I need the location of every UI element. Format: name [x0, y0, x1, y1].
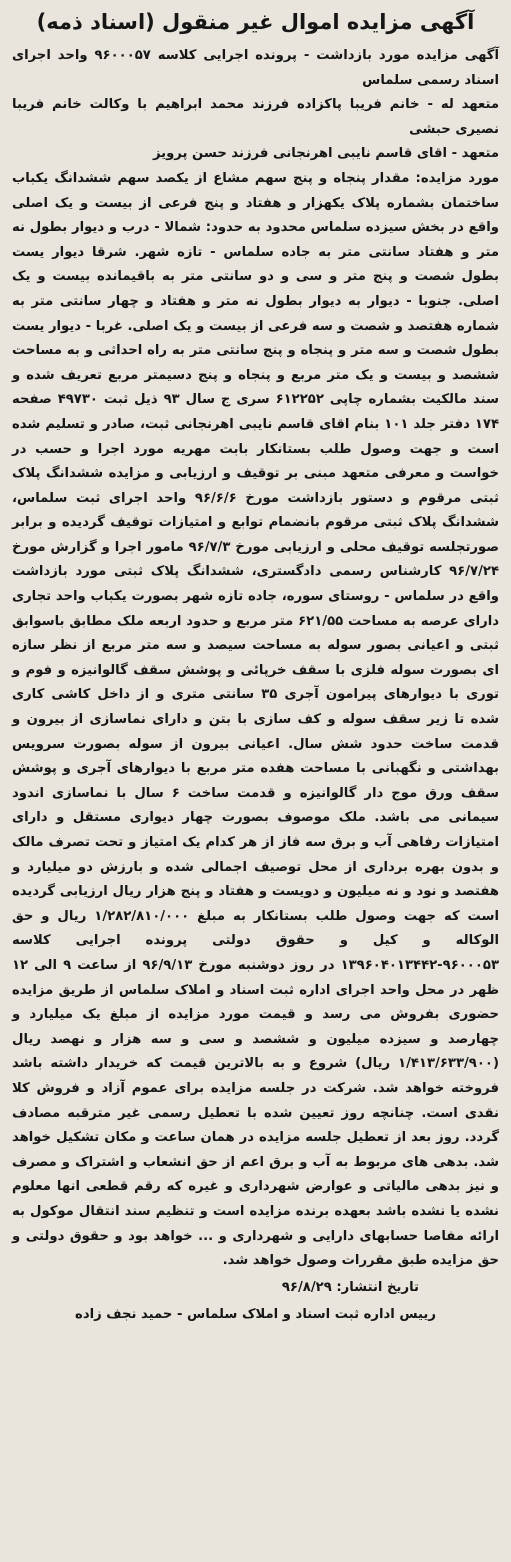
notice-title: آگهی مزایده اموال غیر منقول (اسناد ذمه)	[36, 10, 475, 34]
notice-body: مورد مزایده: مقدار پنجاه و پنج سهم مشاع از یکصد سهم ششدانگ یکباب ساختمان بشماره پلاک یکهزار و هفتاد و پنج فرعی از بیست و یک اصلی واقع در بخش سیزده سلماس محدود به حدود: شمالا - درب و دیوار بطول نه متر و هفتاد سانتی متر به جاده سلماس - تازه شهر. شرقا دیوار یست بطول شصت و پنج متر و سی و دو سانتی متر به باقیمانده بیست و یک اصلی. جنوبا - دیوار به دیوار بطول نه متر و هفتاد و چهار سانتی متر به شماره هفتصد و شصت و سه فرعی از بیست و یک اصلی. غربا - دیوار یست بطول شصت و سه متر و پنجاه و پنج سانتی متر به راه احداثی و به مساحت ششصد و بیست و یک متر مربع و پنجاه و پنج دسیمتر مربع تعریف شده و سند مالکیت بشماره چاپی ۶۱۲۲۵۲ سری ج سال ۹۳ ذیل ثبت ۴۹۷۳۰ صفحه ۱۷۴ دفتر جلد ۱۰۱ بنام اقای قاسم نایبی اهرنجانی ثبت، صادر و تسلیم شده است و جهت وصول طلب بستانکار بابت مهریه مورد اجرا و حسب در خواست و معرفی متعهد مبنی بر توقیف و ارزیابی و مزایده ششدانگ پلاک ثبتی مرقوم و دستور بازداشت مورخ ۹۶/۶/۶ واحد اجرای ثبت سلماس، ششدانگ پلاک ثبتی مرقوم بانضمام توابع و امتیازات توقیف گردیده و برابر صورتجلسه توقیف محلی و ارزیابی مورخ ۹۶/۷/۳ مامور اجرا و گزارش مورخ ۹۶/۷/۲۴ کارشناس رسمی دادگستری، ششدانگ پلاک ثبتی مورد بازداشت واقع در سلماس - روستای سوره، جاده تازه شهر بصورت یکباب واحد تجاری دارای عرصه به مساحت ۶۲۱/۵۵ متر مربع و حدود اربعه ملک مطابق باسوابق ثبتی و اعیانی بصور سوله به مساحت سیصد و سه متر مربع از نظر سازه ای بصورت سوله فلزی با سقف خرپائی و پوشش سقف گالوانیزه و فوم و توری با دیوارهای پیرامون آجری ۳۵ سانتی متری و از داخل کاشی کاری شده تا زیر سقف سوله و کف سازی با بتن و دارای نماسازی از بیرون و قدمت ساخت حدود شش سال. اعیانی بیرون از سوله بصورت سرویس بهداشتی و نگهبانی با مساحت هفده متر مربع با دیوارهای آجری و پوشش سقف ورق موج دار گالوانیزه و قدمت ساخت ۶ سال با نماسازی اندود سیمانی می باشد. ملک موصوف بصورت چهار دیواری مستقل و دارای امتیازات رفاهی آب و برق سه فاز از هر کدام یک امتیاز و تحت تصرف مالک و بدون بهره برداری از محل توصیف اجمالی شده و بارزش دو میلیارد و هفتصد و نود و نه میلیون و دویست و هفتاد و پنج هزار ریال ارزیابی گردیده است که جهت وصول طلب بستانکار به مبلغ ۱/۲۸۲/۸۱۰/۰۰۰ ریال و حق الوکاله و کیل و حقوق دولتی پرونده اجرایی کلاسه ۹۶۰۰۰۵۳-۱۳۹۶۰۴۰۱۳۴۴۲ در روز دوشنبه مورخ ۹۶/۹/۱۳ از ساعت ۹ الی ۱۲ ظهر در محل واحد اجرای اداره ثبت اسناد و املاک سلماس از طریق مزایده حضوری بفروش می رسد و قیمت مورد مزایده از مبلغ یک میلیارد و چهارصد و سیزده میلیون و ششصد و سی و سه هزار و نهصد ریال (۱/۴۱۳/۶۳۳/۹۰۰ ریال) شروع و به بالاترین قیمت که خریدار داشته باشد فروخته خواهد شد. شرکت در جلسه مزایده برای عموم آزاد و فروش کلا نقدی است. چنانچه روز تعیین شده با تعطیل رسمی غیر مترقبه مصادف گردد. روز بعد از تعطیل جلسه مزایده در همان ساعت و مکان تشکیل خواهد شد. بدهی های مربوط به آب و برق اعم از حق انشعاب و اشتراک و مصرف و نیز بدهی مالیاتی و عوارض شهرداری و غیره که رقم قطعی انها معلوم نشده یا نشده باشد بعهده برنده مزایده است و تنظیم سند انتقال موکول به ارائه مفاصا حسابهای دارایی و شهرداری و ... خواهد بود و حقوق دولتی و حق مزایده طبق مقررات وصول خواهد شد.	[12, 170, 499, 1269]
notice-creditor: متعهد له - خانم فریبا پاکزاده فرزند محمد ابراهیم با وکالت خانم فریبا نصیری حبشی	[12, 97, 499, 137]
notice-signature: رییس اداره ثبت اسناد و املاک سلماس - حمید نجف زاده	[75, 1307, 436, 1323]
notice-debtor: متعهد - اقای قاسم نایبی اهرنجانی فرزند حسن پرویز	[152, 146, 499, 162]
publish-date: تاریخ انتشار: ۹۶/۸/۲۹	[281, 1279, 419, 1295]
notice-intro: آگهی مزایده مورد بازداشت - پرونده اجرایی کلاسه ۹۶۰۰۰۵۷ واحد اجرای اسناد رسمی سلماس	[12, 48, 499, 88]
